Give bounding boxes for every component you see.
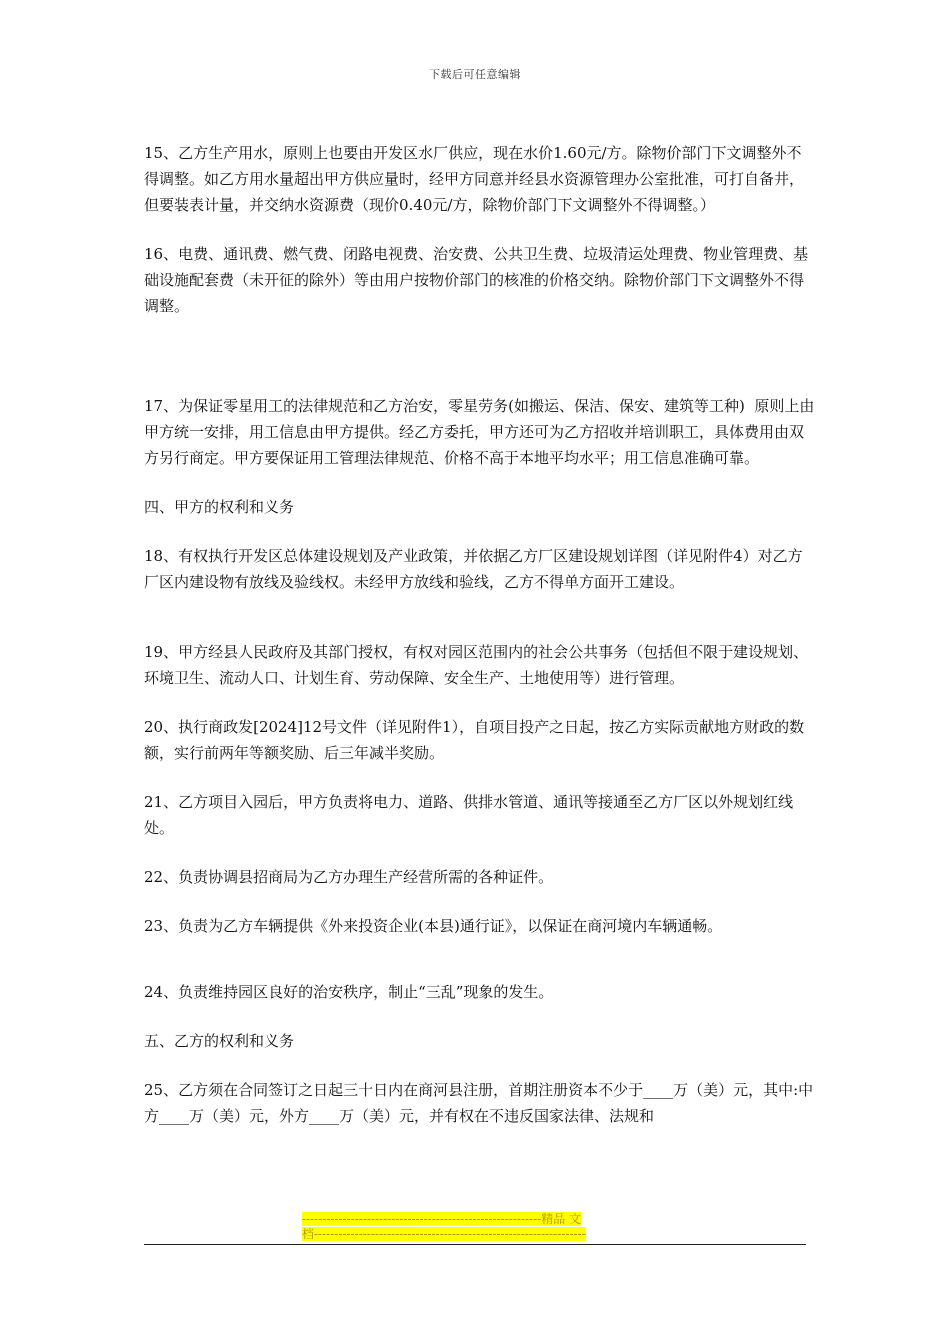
paragraph-17: 17、为保证零星用工的法律规范和乙方治安，零星劳务(如搬运、保洁、保安、建筑等工种) 原则上由甲方统一安排，用工信息由甲方提供。经乙方委托，甲方还可为乙方招收并培训职工，具体费用由双方另行商定。甲方要保证用工管理法律规范、价格不高于本地平均水平；用工信息准确可靠。 (144, 397, 815, 467)
paragraph-19: 19、甲方经县人民政府及其部门授权，有权对园区范围内的社会公共事务（包括但不限于建设规划、环境卫生、流动人口、计划生育、劳动保障、安全生产、土地使用等）进行管理。 (144, 643, 809, 687)
paragraph-18: 18、有权执行开发区总体建设规划及产业政策，并依据乙方厂区建设规划详图（详见附件4）对乙方厂区内建设物有放线及验线权。未经甲方放线和验线，乙方不得单方面开工建设。 (144, 547, 803, 591)
footer-watermark (302, 1212, 650, 1242)
document-body (144, 140, 816, 1129)
footer-watermark-line-1: -----------------------------------------------------------精品 文 (302, 1212, 582, 1226)
paragraph-25: 25、乙方须在合同签订之日起三十日内在商河县注册，首期注册资本不少于____万（美）元，其中:中方____万（美）元，外方____万（美）元，并有权在不违反国家法律、法规和 (144, 1081, 814, 1125)
paragraph-20: 20、执行商政发[2024]12号文件（详见附件1），自项目投产之日起，按乙方实际贡献地方财政的数额，实行前两年等额奖励、后三年减半奖励。 (144, 718, 805, 762)
paragraph-22: 22、负责协调县招商局为乙方办理生产经营所需的各种证件。 (144, 868, 554, 886)
footer-watermark-line-2: 档------------------------------------------------------------------- (302, 1227, 586, 1241)
footer-divider (144, 1244, 806, 1245)
section-heading-party-b: 五、乙方的权利和义务 (144, 1032, 295, 1050)
paragraph-15: 15、乙方生产用水，原则上也要由开发区水厂供应，现在水价1.60元/方。除物价部门下文调整外不得调整。如乙方用水量超出甲方供应量时，经甲方同意并经县水资源管理办公室批准，可打自备井，但要装表计量，并交纳水资源费（现价0.40元/方，除物价部门下文调整外不得调整。） (144, 144, 805, 214)
paragraph-21: 21、乙方项目入园后，甲方负责将电力、道路、供排水管道、通讯等接通至乙方厂区以外规划红线处。 (144, 793, 794, 837)
paragraph-24: 24、负责维持园区良好的治安秩序，制止“三乱”现象的发生。 (144, 983, 554, 1001)
paragraph-16: 16、电费、通讯费、燃气费、闭路电视费、治安费、公共卫生费、垃圾清运处理费、物业管理费、基础设施配套费（未开征的除外）等由用户按物价部门的核准的价格交纳。除物价部门下文调整外不得调整。 (144, 245, 809, 315)
page-header-note: 下载后可任意编辑 (429, 68, 521, 81)
paragraph-23: 23、负责为乙方车辆提供《外来投资企业(本县)通行证》，以保证在商河境内车辆通畅。 (144, 917, 723, 935)
section-heading-party-a: 四、甲方的权利和义务 (144, 498, 295, 516)
